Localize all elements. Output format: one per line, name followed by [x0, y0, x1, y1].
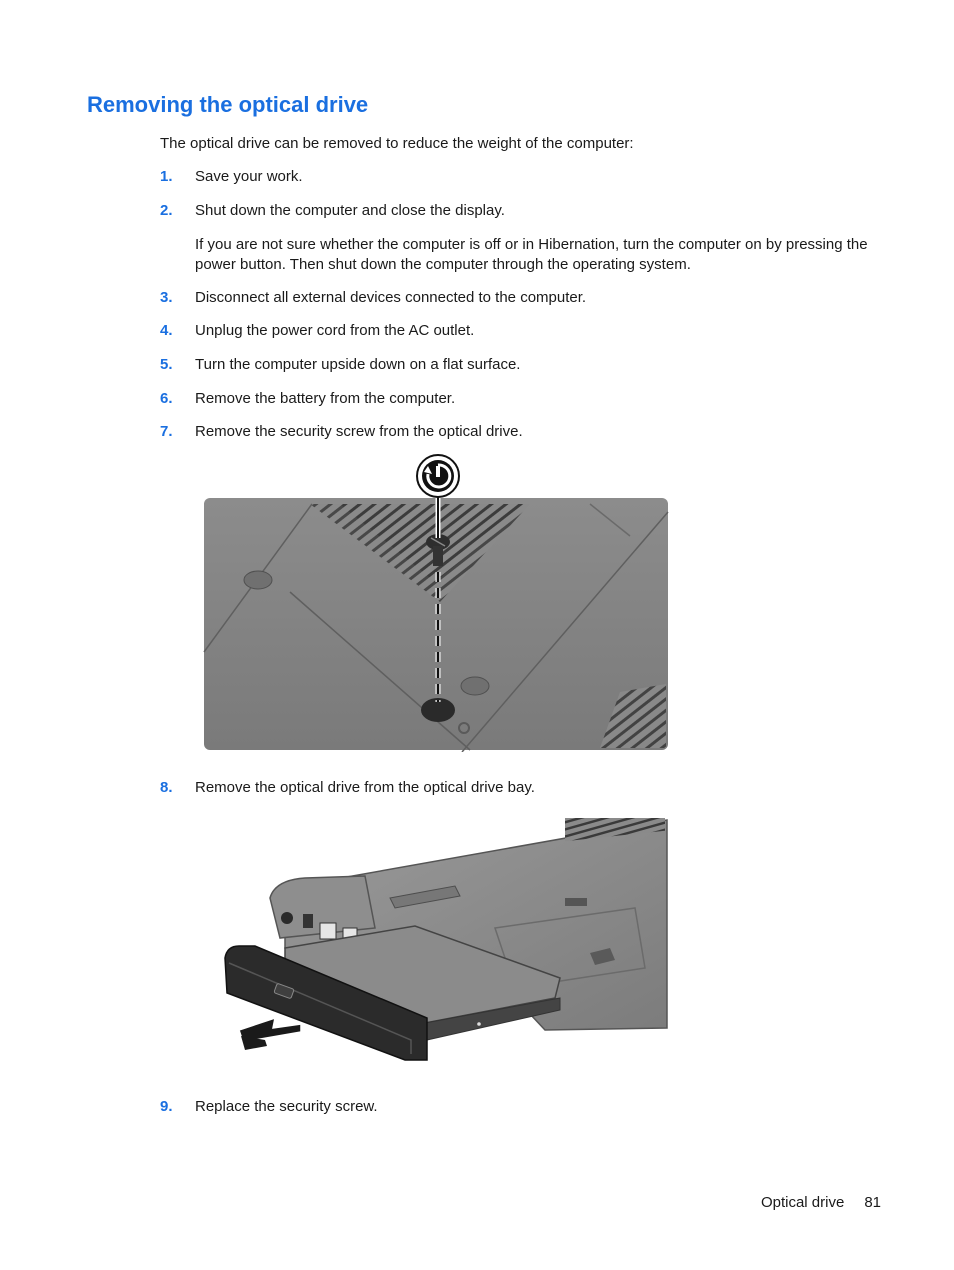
step-note: If you are not sure whether the computer is off or in Hibernation, turn the computer on by pressing the power button. Then shut down the computer through the operating system.	[195, 236, 868, 273]
intro-paragraph: The optical drive can be removed to reduce the weight of the computer:	[160, 135, 634, 152]
arrow-left-icon	[239, 1018, 301, 1050]
step-text: Remove the security screw from the optical drive.	[195, 423, 523, 440]
step-number: 4.	[160, 322, 173, 339]
step-text: Remove the optical drive from the optical drive bay.	[195, 779, 535, 796]
step-text: Turn the computer upside down on a flat surface.	[195, 356, 521, 373]
step-text: Replace the security screw.	[195, 1098, 378, 1115]
step-number: 7.	[160, 423, 173, 440]
step-text: Remove the battery from the computer.	[195, 390, 456, 407]
step-number: 9.	[160, 1098, 173, 1115]
step-number: 6.	[160, 390, 173, 407]
step-number: 1.	[160, 168, 173, 185]
screwdriver-rotate-icon	[417, 455, 459, 497]
step-number: 5.	[160, 356, 173, 373]
step-number: 3.	[160, 289, 173, 306]
step-number: 8.	[160, 779, 173, 796]
step-text: Disconnect all external devices connected to the computer.	[195, 289, 587, 306]
step-text: Shut down the computer and close the display.	[195, 202, 505, 219]
step-text: Unplug the power cord from the AC outlet.	[195, 322, 475, 339]
page-title: Removing the optical drive	[87, 92, 369, 117]
step-number: 2.	[160, 202, 173, 219]
page-number: 81	[864, 1194, 881, 1211]
footer-section: Optical drive	[760, 1194, 845, 1211]
step-text: Save your work.	[195, 168, 303, 185]
security-screw-figure	[200, 452, 670, 752]
optical-drive-removal-figure	[215, 818, 675, 1068]
page-footer	[761, 1194, 881, 1211]
